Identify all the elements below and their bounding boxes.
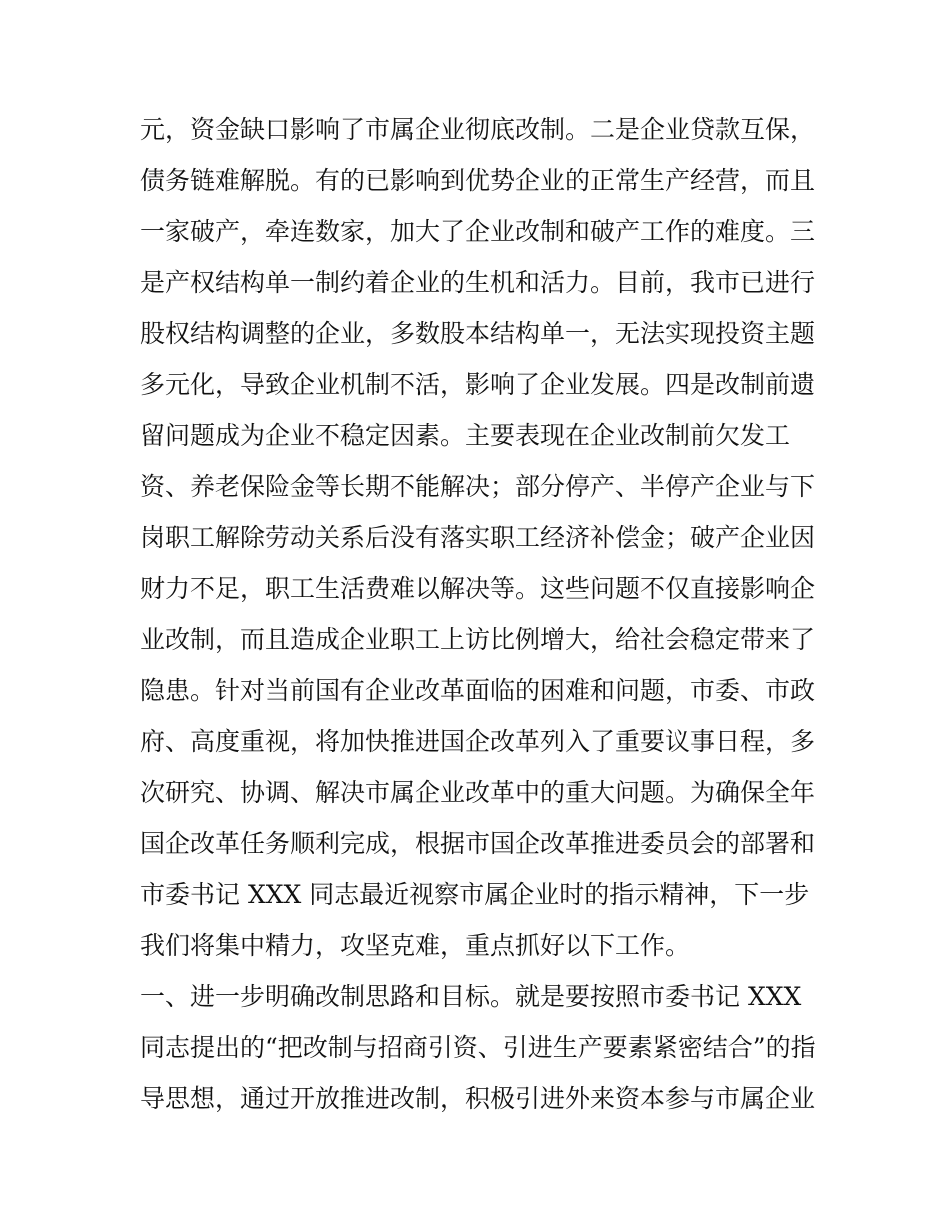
- text-line: 次研究、协调、解决市属企业改革中的重大问题。为确保全年: [140, 778, 816, 807]
- text-line: 导思想，通过开放推进改制，积极引进外来资本参与市属企业: [140, 1084, 816, 1113]
- text-line: 股权结构调整的企业，多数股本结构单一，无法实现投资主题: [140, 319, 816, 348]
- text-line: 资、养老保险金等长期不能解决；部分停产、半停产企业与下: [140, 472, 816, 501]
- body-text: [140, 104, 820, 1124]
- text-line: 留问题成为企业不稳定因素。主要表现在企业改制前欠发工: [140, 421, 791, 450]
- text-line: 国企改革任务顺利完成，根据市国企改革推进委员会的部署和: [140, 829, 816, 858]
- text-line: 隐患。针对当前国有企业改革面临的困难和问题，市委、市政: [140, 676, 816, 705]
- text-line: 一、进一步明确改制思路和目标。就是要按照市委书记 XXX: [140, 982, 802, 1011]
- text-line: 是产权结构单一制约着企业的生机和活力。目前，我市已进行: [140, 268, 816, 297]
- text-line: 元，资金缺口影响了市属企业彻底改制。二是企业贷款互保，: [140, 115, 816, 144]
- text-line: 同志提出的“把改制与招商引资、引进生产要素紧密结合”的指: [140, 1033, 816, 1062]
- text-line: 业改制，而且造成企业职工上访比例增大，给社会稳定带来了: [140, 625, 816, 654]
- text-line: 府、高度重视，将加快推进国企改革列入了重要议事日程，多: [140, 727, 816, 756]
- text-line: 一家破产，牵连数家，加大了企业改制和破产工作的难度。三: [140, 217, 816, 246]
- text-line: 财力不足，职工生活费难以解决等。这些问题不仅直接影响企: [140, 574, 816, 603]
- text-line: 我们将集中精力，攻坚克难，重点抓好以下工作。: [140, 931, 691, 960]
- text-line: 多元化，导致企业机制不活，影响了企业发展。四是改制前遗: [140, 370, 816, 399]
- text-line: 岗职工解除劳动关系后没有落实职工经济补偿金；破产企业因: [140, 523, 816, 552]
- text-line: 市委书记 XXX 同志最近视察市属企业时的指示精神，下一步: [140, 880, 810, 909]
- text-line: 债务链难解脱。有的已影响到优势企业的正常生产经营，而且: [140, 166, 816, 195]
